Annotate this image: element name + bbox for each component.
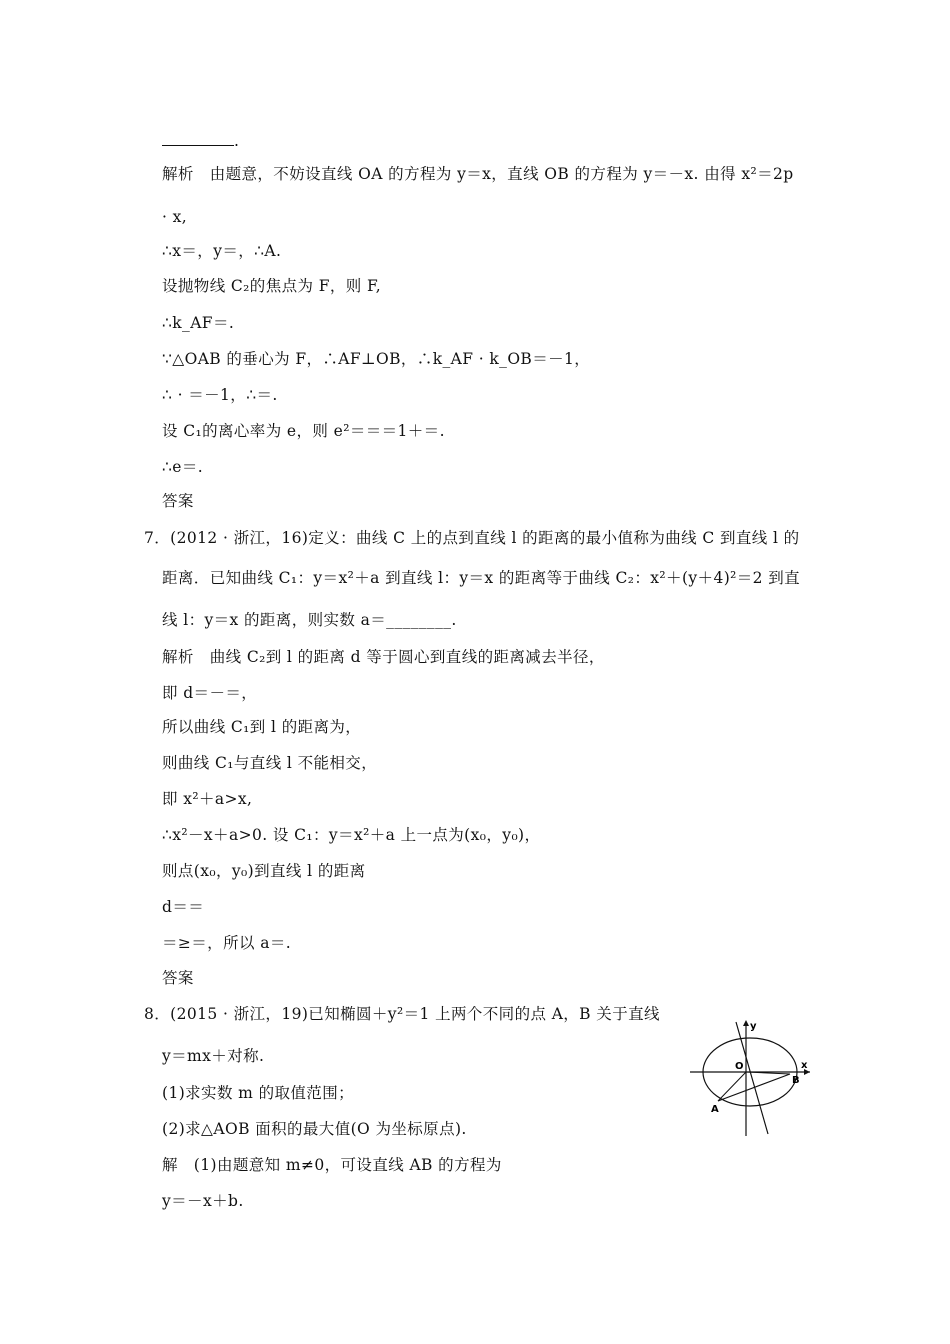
solution-line: 则曲线 C₁与直线 l 不能相交，	[162, 754, 378, 772]
solution-line: ＝≥＝，所以 a＝.	[162, 934, 292, 952]
solution-line: ∴e＝.	[162, 458, 204, 476]
solution-line: ∴k_AF＝.	[162, 314, 235, 332]
answer-blank-line: .	[162, 130, 239, 152]
label-o: O	[735, 1061, 744, 1072]
solution-line: ∴x²－x＋a>0. 设 C₁：y＝x²＋a 上一点为(x₀，y₀)，	[162, 826, 541, 844]
problem-7-line: 线 l：y＝x 的距离，则实数 a＝________.	[162, 611, 457, 629]
solution-line: 设 C₁的离心率为 e，则 e²＝＝＝1＋＝.	[162, 422, 445, 440]
problem-8-line: y＝mx＋对称.	[162, 1047, 265, 1065]
label-a: A	[711, 1104, 719, 1115]
solution-line: · x,	[162, 208, 188, 226]
segment-oa	[718, 1072, 746, 1101]
problem-8-line: (1)求实数 m 的取值范围；	[162, 1084, 355, 1102]
solution-line: 解析 由题意，不妨设直线 OA 的方程为 y＝x，直线 OB 的方程为 y＝－x. 由得 x²＝2p	[162, 165, 794, 183]
problem-8-line: (2)求△AOB 面积的最大值(O 为坐标原点).	[162, 1120, 467, 1138]
chord-ab	[718, 1074, 790, 1101]
label-x: x	[801, 1060, 808, 1071]
label-b: B	[792, 1075, 800, 1086]
solution-line: 即 x²＋a>x,	[162, 790, 253, 808]
solution-line: y＝－x＋b.	[162, 1192, 244, 1210]
solution-line: ∴ · ＝－1，∴＝.	[162, 386, 278, 404]
solution-line: 设抛物线 C₂的焦点为 F，则 F,	[162, 277, 382, 295]
solution-line: 即 d＝－＝，	[162, 684, 258, 702]
problem-8-line: 8．(2015 · 浙江，19)已知椭圆＋y²＝1 上两个不同的点 A，B 关于直线	[144, 1005, 660, 1023]
solution-line: ∴x＝，y＝，∴A.	[162, 242, 282, 260]
solution-line: ∵△OAB 的垂心为 F，∴AF⊥OB，∴k_AF · k_OB＝－1，	[162, 350, 591, 368]
solution-line: 所以曲线 C₁到 l 的距离为，	[162, 718, 362, 736]
ellipse-figure	[688, 1014, 813, 1139]
y-axis-arrow	[743, 1020, 749, 1026]
label-y: y	[750, 1021, 757, 1032]
answer-label: 答案	[162, 492, 194, 510]
solution-line: 解 (1)由题意知 m≠0，可设直线 AB 的方程为	[162, 1156, 502, 1174]
solution-line: d＝＝	[162, 898, 205, 916]
problem-7-line: 7．(2012 · 浙江，16)定义：曲线 C 上的点到直线 l 的距离的最小值称为曲线 C 到直线 l 的	[144, 529, 800, 547]
solution-line: 则点(x₀，y₀)到直线 l 的距离	[162, 862, 366, 880]
fill-blank	[162, 131, 234, 146]
solution-line: 解析 曲线 C₂到 l 的距离 d 等于圆心到直线的距离减去半径，	[162, 648, 605, 666]
problem-7-line: 距离．已知曲线 C₁：y＝x²＋a 到直线 l：y＝x 的距离等于曲线 C₂：x²＋(y＋4)²＝2 到直	[162, 569, 801, 587]
answer-label: 答案	[162, 969, 194, 987]
